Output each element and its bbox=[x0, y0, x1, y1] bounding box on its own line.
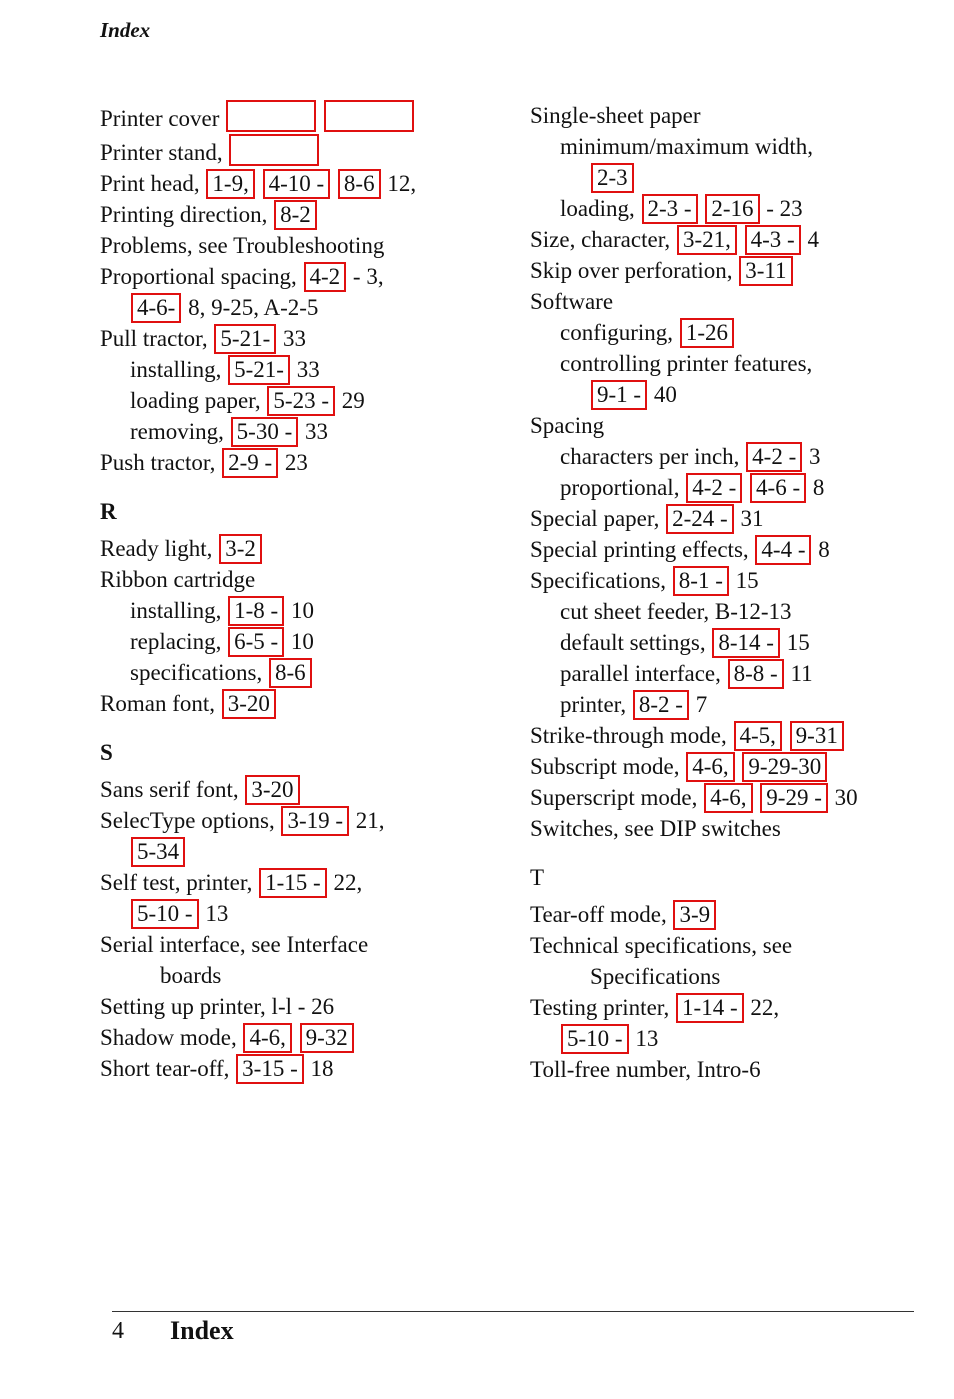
index-entry bbox=[530, 751, 940, 782]
page-reference-link[interactable]: 4-6 - bbox=[750, 473, 806, 503]
page-reference-link[interactable]: 9-32 bbox=[300, 1023, 354, 1053]
index-term: installing, bbox=[130, 357, 222, 382]
index-entry bbox=[100, 168, 520, 199]
index-term: Toll-free number, Intro-6 bbox=[530, 1057, 761, 1082]
index-suffix: 8 bbox=[812, 475, 825, 500]
left-column bbox=[100, 100, 520, 1084]
page-reference-link[interactable] bbox=[324, 100, 414, 132]
index-term: Special paper, bbox=[530, 506, 660, 531]
page-reference-link[interactable] bbox=[226, 100, 316, 132]
index-subentry bbox=[100, 836, 520, 867]
section-letter: T bbox=[530, 865, 545, 890]
page-reference-link[interactable]: 8-1 - bbox=[673, 566, 729, 596]
index-subentry bbox=[530, 379, 940, 410]
index-subentry bbox=[100, 960, 520, 991]
index-suffix: 7 bbox=[695, 692, 708, 717]
index-term: Printing direction, bbox=[100, 202, 268, 227]
index-subentry bbox=[530, 658, 940, 689]
index-term: Strike-through mode, bbox=[530, 723, 727, 748]
index-entry bbox=[530, 992, 940, 1023]
page-reference-link[interactable]: 3-21, bbox=[677, 225, 737, 255]
page-reference-link[interactable]: 9-31 bbox=[790, 721, 844, 751]
page-reference-link[interactable]: 5-34 bbox=[131, 837, 185, 867]
page-reference-link[interactable]: 5-30 - bbox=[231, 417, 299, 447]
page-reference-link[interactable]: 5-23 - bbox=[267, 386, 335, 416]
page-reference-link[interactable]: 8-8 - bbox=[728, 659, 784, 689]
index-term: proportional, bbox=[560, 475, 680, 500]
index-entry bbox=[530, 899, 940, 930]
page-reference-link[interactable]: 8-6 bbox=[338, 169, 381, 199]
page-reference-link[interactable]: 4-6- bbox=[131, 293, 181, 323]
index-entry bbox=[100, 929, 520, 960]
section-letter: R bbox=[100, 499, 117, 524]
index-suffix: 12, bbox=[387, 171, 417, 196]
page-reference-link[interactable]: 5-10 - bbox=[131, 899, 199, 929]
page-reference-link[interactable]: 2-24 - bbox=[666, 504, 734, 534]
page-reference-link[interactable]: 9-1 - bbox=[591, 380, 647, 410]
index-suffix: 8, 9-25, A-2-5 bbox=[188, 295, 319, 320]
page-reference-link[interactable]: 4-5, bbox=[734, 721, 782, 751]
section-letter: S bbox=[100, 740, 113, 765]
index-term: controlling printer features, bbox=[560, 351, 813, 376]
index-subentry bbox=[100, 292, 520, 323]
index-term: characters per inch, bbox=[560, 444, 740, 469]
index-subentry bbox=[530, 162, 940, 193]
index-term: Serial interface, see Interface bbox=[100, 932, 369, 957]
page-reference-link[interactable]: 5-21- bbox=[214, 324, 276, 354]
index-term: Skip over perforation, bbox=[530, 258, 733, 283]
page-reference-link[interactable]: 4-6, bbox=[243, 1023, 291, 1053]
index-entry bbox=[530, 224, 940, 255]
index-term: Short tear-off, bbox=[100, 1056, 230, 1081]
index-entry bbox=[530, 534, 940, 565]
index-term: Switches, see DIP switches bbox=[530, 816, 781, 841]
index-suffix: 15 bbox=[786, 630, 810, 655]
index-term: Technical specifications, see bbox=[530, 933, 793, 958]
page-reference-link[interactable]: 9-29-30 bbox=[742, 752, 827, 782]
page-reference-link[interactable]: 6-5 - bbox=[228, 627, 284, 657]
footer-title: Index bbox=[170, 1316, 234, 1345]
index-term: Problems, see Troubleshooting bbox=[100, 233, 385, 258]
index-term: parallel interface, bbox=[560, 661, 721, 686]
index-suffix: 13 bbox=[635, 1026, 659, 1051]
index-term: Testing printer, bbox=[530, 995, 670, 1020]
page-reference-link[interactable]: 8-6 bbox=[269, 658, 312, 688]
index-entry bbox=[530, 410, 940, 441]
index-subentry bbox=[530, 348, 940, 379]
index-term: Ribbon cartridge bbox=[100, 567, 256, 592]
index-entry bbox=[530, 720, 940, 751]
index-term: Printer stand, bbox=[100, 140, 223, 165]
index-term: Superscript mode, bbox=[530, 785, 698, 810]
index-subentry bbox=[100, 354, 520, 385]
page-reference-link[interactable]: 2-3 bbox=[591, 163, 634, 193]
index-entry bbox=[530, 1054, 940, 1085]
index-subentry bbox=[100, 626, 520, 657]
index-suffix: 29 bbox=[341, 388, 365, 413]
index-subentry bbox=[100, 416, 520, 447]
index-entry bbox=[100, 230, 520, 261]
page-reference-link[interactable]: 9-29 - bbox=[760, 783, 828, 813]
page-reference-link[interactable]: 5-21- bbox=[228, 355, 290, 385]
index-suffix: 18 bbox=[310, 1056, 334, 1081]
index-suffix: 10 bbox=[290, 598, 314, 623]
index-term: Push tractor, bbox=[100, 450, 216, 475]
index-suffix: 22, bbox=[750, 995, 780, 1020]
index-subentry bbox=[100, 657, 520, 688]
index-entry bbox=[100, 199, 520, 230]
index-term: Special printing effects, bbox=[530, 537, 749, 562]
index-entry bbox=[100, 100, 520, 134]
index-suffix: 8 bbox=[818, 537, 830, 562]
index-suffix: 22, bbox=[333, 870, 363, 895]
index-suffix: - 23 bbox=[766, 196, 803, 221]
page-reference-link[interactable]: 8-14 - bbox=[712, 628, 780, 658]
index-entry bbox=[530, 503, 940, 534]
index-suffix: 11 bbox=[790, 661, 813, 686]
index-term: Roman font, bbox=[100, 691, 215, 716]
index-term: loading, bbox=[560, 196, 635, 221]
page-reference-link[interactable]: 3-11 bbox=[739, 256, 792, 286]
index-term: Specifications bbox=[590, 964, 721, 989]
footer-rule bbox=[112, 1311, 914, 1312]
index-entry bbox=[530, 565, 940, 596]
page-reference-link[interactable]: 1-26 bbox=[680, 318, 734, 348]
index-term: Subscript mode, bbox=[530, 754, 680, 779]
index-term: default settings, bbox=[560, 630, 706, 655]
index-entry bbox=[530, 286, 940, 317]
index-term: installing, bbox=[130, 598, 222, 623]
running-header: Index bbox=[100, 18, 151, 42]
index-subentry bbox=[530, 131, 940, 162]
index-subentry bbox=[100, 385, 520, 416]
index-term: Sans serif font, bbox=[100, 777, 239, 802]
index-suffix: 31 bbox=[740, 506, 764, 531]
index-entry bbox=[100, 564, 520, 595]
index-term: replacing, bbox=[130, 629, 222, 654]
index-entry bbox=[100, 533, 520, 564]
index-subentry bbox=[530, 1023, 940, 1054]
page-reference-link[interactable]: 3-2 bbox=[219, 534, 262, 564]
footer-page-number: 4 bbox=[112, 1318, 124, 1344]
index-entry bbox=[100, 688, 520, 719]
page-reference-link[interactable]: 3-19 - bbox=[281, 806, 349, 836]
index-term: Software bbox=[530, 289, 614, 314]
page-reference-link[interactable]: 4-2 - bbox=[686, 473, 742, 503]
page-reference-link[interactable]: 2-3 - bbox=[642, 194, 698, 224]
index-subentry bbox=[530, 472, 940, 503]
index-entry bbox=[100, 991, 520, 1022]
page-reference-link[interactable]: 1-8 - bbox=[228, 596, 284, 626]
index-term: Single-sheet paper bbox=[530, 103, 701, 128]
index-term: Pull tractor, bbox=[100, 326, 208, 351]
page-reference-link[interactable]: 4-6, bbox=[704, 783, 752, 813]
index-suffix: 30 bbox=[834, 785, 858, 810]
page-reference-link[interactable]: 4-4 - bbox=[755, 535, 811, 565]
index-suffix: 21, bbox=[355, 808, 385, 833]
page-reference-link[interactable]: 3-15 - bbox=[236, 1054, 304, 1084]
index-term: removing, bbox=[130, 419, 224, 444]
index-entry bbox=[530, 255, 940, 286]
page-reference-link[interactable]: 4-6, bbox=[686, 752, 734, 782]
index-suffix: 33 bbox=[304, 419, 328, 444]
index-entry bbox=[100, 134, 520, 168]
index-term: loading paper, bbox=[130, 388, 261, 413]
index-entry bbox=[100, 261, 520, 292]
page-reference-link[interactable]: 4-3 - bbox=[745, 225, 801, 255]
index-subentry bbox=[530, 627, 940, 658]
page-reference-link[interactable]: 2-9 - bbox=[222, 448, 278, 478]
index-term: cut sheet feeder, B-12-13 bbox=[560, 599, 792, 624]
index-term: Spacing bbox=[530, 413, 605, 438]
index-entry bbox=[100, 805, 520, 836]
index-term: minimum/maximum width, bbox=[560, 134, 813, 159]
index-suffix: 3 bbox=[809, 444, 821, 469]
index-suffix: 33 bbox=[296, 357, 320, 382]
page-reference-link[interactable]: 3-9 bbox=[673, 900, 716, 930]
page-reference-link[interactable]: 2-16 bbox=[705, 194, 759, 224]
index-term: SelecType options, bbox=[100, 808, 275, 833]
index-subentry bbox=[100, 595, 520, 626]
index-subentry bbox=[530, 317, 940, 348]
page-reference-link[interactable]: 5-10 - bbox=[561, 1024, 629, 1054]
index-subentry bbox=[530, 193, 940, 224]
index-suffix: 13 bbox=[205, 901, 229, 926]
right-column bbox=[530, 100, 940, 1085]
index-entry bbox=[100, 867, 520, 898]
index-suffix: 10 bbox=[290, 629, 314, 654]
index-term: Proportional spacing, bbox=[100, 264, 297, 289]
index-subentry bbox=[530, 596, 940, 627]
index-term: Specifications, bbox=[530, 568, 667, 593]
page-reference-link[interactable]: 1-14 - bbox=[676, 993, 744, 1023]
page-reference-link[interactable]: 3-20 bbox=[245, 775, 299, 805]
index-term: Ready light, bbox=[100, 536, 213, 561]
index-subentry bbox=[530, 689, 940, 720]
index-subentry bbox=[530, 441, 940, 472]
index-term: Setting up printer, l-l - 26 bbox=[100, 994, 335, 1019]
index-entry bbox=[100, 323, 520, 354]
index-term: boards bbox=[160, 963, 222, 988]
index-entry bbox=[100, 1022, 520, 1053]
index-term: Tear-off mode, bbox=[530, 902, 667, 927]
index-subentry bbox=[530, 961, 940, 992]
index-term: Size, character, bbox=[530, 227, 671, 252]
index-suffix: - 3, bbox=[352, 264, 384, 289]
index-term: Shadow mode, bbox=[100, 1025, 237, 1050]
index-entry bbox=[100, 447, 520, 478]
index-suffix: 40 bbox=[653, 382, 677, 407]
index-entry bbox=[530, 813, 940, 844]
page-reference-link[interactable]: 4-10 - bbox=[263, 169, 331, 199]
index-suffix: 33 bbox=[283, 326, 306, 351]
page-reference-link[interactable]: 4-2 - bbox=[746, 442, 802, 472]
page-reference-link[interactable]: 4-2 bbox=[304, 262, 347, 292]
page-reference-link[interactable]: 8-2 bbox=[274, 200, 317, 230]
index-suffix: 15 bbox=[735, 568, 759, 593]
index-term: configuring, bbox=[560, 320, 674, 345]
index-entry bbox=[100, 1053, 520, 1084]
index-term: Self test, printer, bbox=[100, 870, 253, 895]
index-entry bbox=[530, 782, 940, 813]
index-term: Printer cover bbox=[100, 106, 220, 131]
index-term: specifications, bbox=[130, 660, 263, 685]
index-suffix: 23 bbox=[284, 450, 308, 475]
index-subentry bbox=[100, 898, 520, 929]
index-suffix: 4 bbox=[807, 227, 819, 252]
page-reference-link[interactable] bbox=[229, 134, 319, 166]
page-reference-link[interactable]: 3-20 bbox=[222, 689, 276, 719]
page-reference-link[interactable]: 1-15 - bbox=[259, 868, 327, 898]
index-entry bbox=[530, 930, 940, 961]
index-term: printer, bbox=[560, 692, 627, 717]
index-entry bbox=[100, 774, 520, 805]
page-reference-link[interactable]: 8-2 - bbox=[633, 690, 689, 720]
index-entry bbox=[530, 100, 940, 131]
index-term: Print head, bbox=[100, 171, 200, 196]
page-reference-link[interactable]: 1-9, bbox=[206, 169, 254, 199]
